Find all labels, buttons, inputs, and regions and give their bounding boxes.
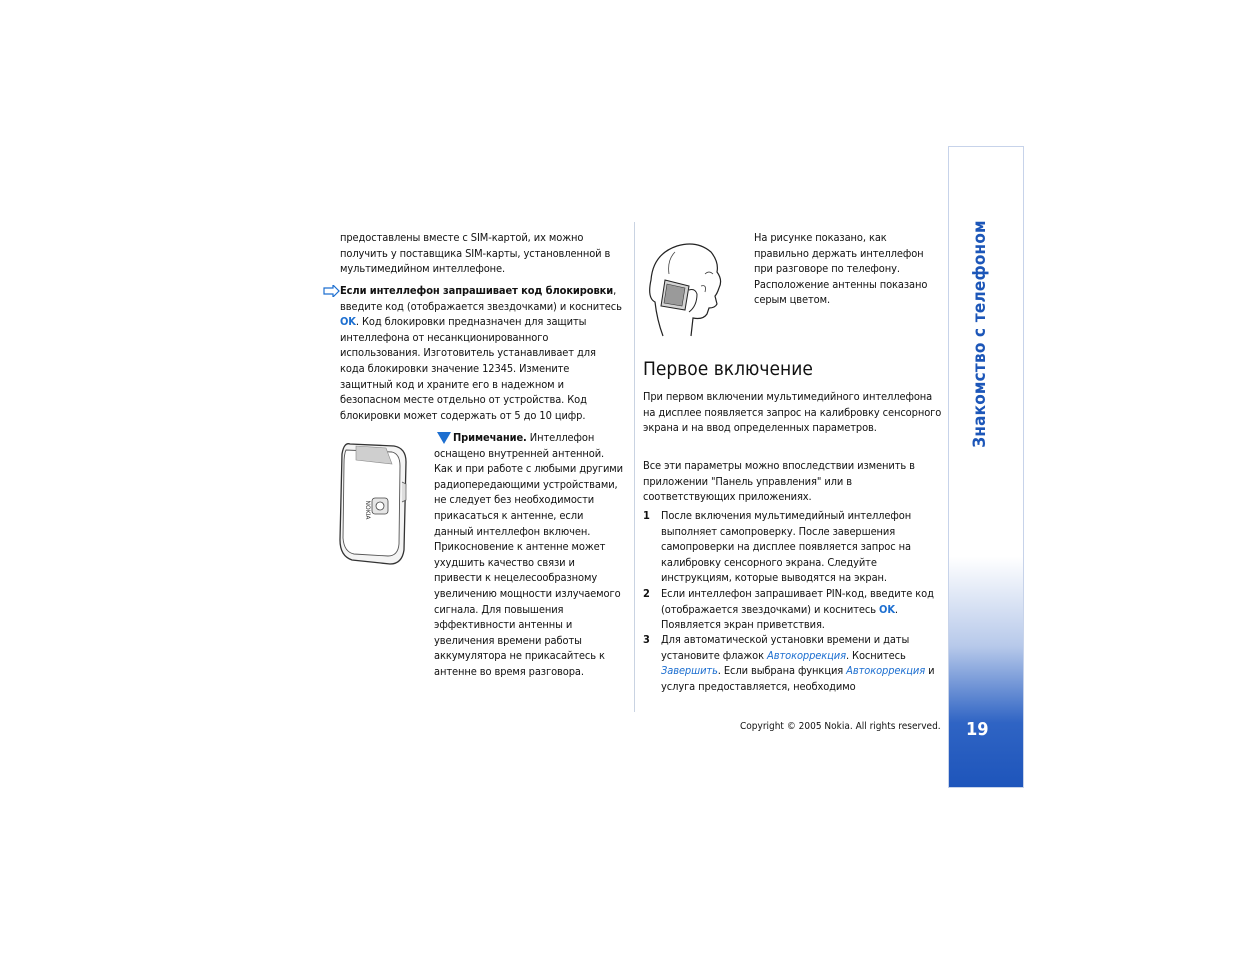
step-3-text-c: . Если выбрана функция [717,664,847,678]
step-number: 2 [643,587,650,600]
step-text: После включения мультимедийный интеллефон выполняет самопроверку. После завершения самопроверки на дисплее появляется запрос на калибровку сенсорного экрана. Следуйте инструкциям, которые выводятся на экран. [661,509,912,585]
step-3-text-a: Для автоматической установки времени и даты установите флажок [661,633,910,662]
column-divider [634,222,635,712]
copyright: Copyright © 2005 Nokia. All rights reserved. [740,721,941,732]
step-text [661,586,943,633]
lock-code-block [340,283,623,423]
paragraph-2: Все эти параметры можно впоследствии изменить в приложении "Панель управления" или в соответствующих приложениях. [643,459,915,504]
list-item [643,508,943,586]
lock-text-a: , введите код (отображается звездочками) и коснитесь [340,284,622,313]
step-number: 1 [643,509,650,522]
phone-illustration [336,440,408,568]
head-illustration [645,240,727,338]
paragraph-1: При первом включении мультимедийного интеллефона на дисплее появляется запрос на калибровку сенсорного экрана и на ввод определенных параметров. [643,390,942,435]
chapter-title: Знакомство с телефоном [970,220,990,448]
autocorrection-option-2: Автокоррекция [846,664,926,678]
step-3-text-d: и услуга предоставляется, необходимо [661,664,935,693]
lock-text-b: . Код блокировки предназначен для защиты интеллефона от несанкционированного использования. Изготовитель устанавливает для кода блокировки значение 12345. Измените защитный код и храните его в надежном и безопасном месте отдельно от устройства. Код блокировки может содержать от 5 до 10 цифр. [340,315,596,422]
lock-code-heading: Если интеллефон запрашивает код блокировки [340,284,614,297]
finish-option: Завершить [661,664,718,678]
note-block [434,430,624,680]
step-2-text-a: Если интеллефон запрашивает PIN-код, введите код (отображается звездочками) и коснитесь [661,587,934,616]
arrow-icon [323,285,341,297]
note-text: Интеллефон оснащено внутренней антенной. Как и при работе с любыми другими радиопередающими устройствами, не следует без необходимости прикасаться к антенне, если данный интеллефон включен. Прикосновение к антенне может ухудшить качество связи и привести к нецелесообразному увеличению мощности излучаемого сигнала. Для повышения эффективности антенны и увеличения времени работы аккумулятора не прикасайтесь к антенне во время разговора. [434,431,624,678]
settings-block [643,458,943,505]
caption-block [754,230,939,308]
step-number: 3 [643,633,650,646]
phone-brand: NOKIA [364,500,371,520]
intro-block-right [643,389,943,436]
intro-paragraph: предоставлены вместе с SIM-картой, их можно получить у поставщика SIM-карты, установленной в мультимедийном интеллефоне. [340,231,611,276]
note-label: Примечание. [453,431,527,444]
list-item [643,586,943,633]
list-item [643,632,943,694]
note-paragraph [434,430,624,680]
step-2-text-b: . Появляется экран приветствия. [661,602,898,632]
ok-label: OK [879,602,895,616]
section-heading: Первое включение [643,358,813,380]
autocorrection-option: Автокоррекция [767,648,846,662]
page-number: 19 [966,719,989,740]
lock-code-paragraph [340,283,623,423]
step-3-text-b: . Коснитесь [845,648,906,662]
ok-label: OK [340,315,356,329]
step-text [661,632,943,694]
illustration-caption: На рисунке показано, как правильно держать интеллефон при разговоре по телефону. Расположение антенны показано серым цветом. [754,231,928,307]
left-intro-block [340,230,623,277]
